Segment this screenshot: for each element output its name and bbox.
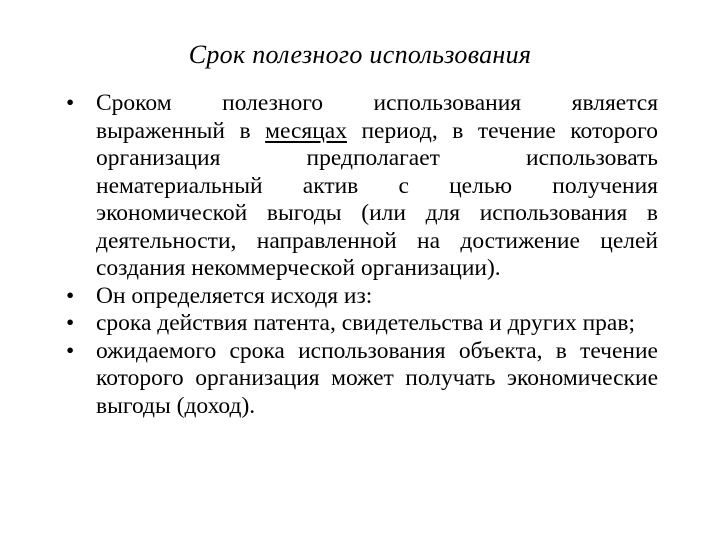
bullet-text-determined-by: Он определяется исходя из:: [96, 282, 373, 309]
bullet-text-expected-use: ожидаемого срока использования объекта, в течение которого организация может получать экономические выгоды (доход).: [96, 337, 658, 419]
bullet-icon: •: [66, 282, 75, 309]
definition-text-end: период, в течение которого организация предполагает использовать нематериальный актив с целью получения экономической выгоды (или для использования в деятельности, направленной на достижение целей создания некоммерческой организации).: [96, 117, 658, 281]
bullet-icon: •: [66, 90, 75, 116]
bullet-item-determined-by: [64, 283, 658, 311]
bullet-icon: •: [66, 310, 75, 336]
definition-text-start: Сроком полезного использования является выраженный в: [96, 90, 658, 144]
bullet-icon: •: [66, 337, 75, 364]
bullet-list: [64, 90, 658, 420]
underlined-term: месяцах: [265, 117, 347, 144]
bullet-text-definition: [96, 90, 658, 283]
bullet-item-expected-use: [64, 338, 658, 421]
bullet-item-definition: [64, 90, 658, 283]
bullet-text-patent-term: срока действия патента, свидетельства и других прав;: [96, 310, 635, 336]
bullet-item-patent-term: [64, 310, 658, 338]
slide-title: Срок полезного использования: [188, 40, 532, 69]
